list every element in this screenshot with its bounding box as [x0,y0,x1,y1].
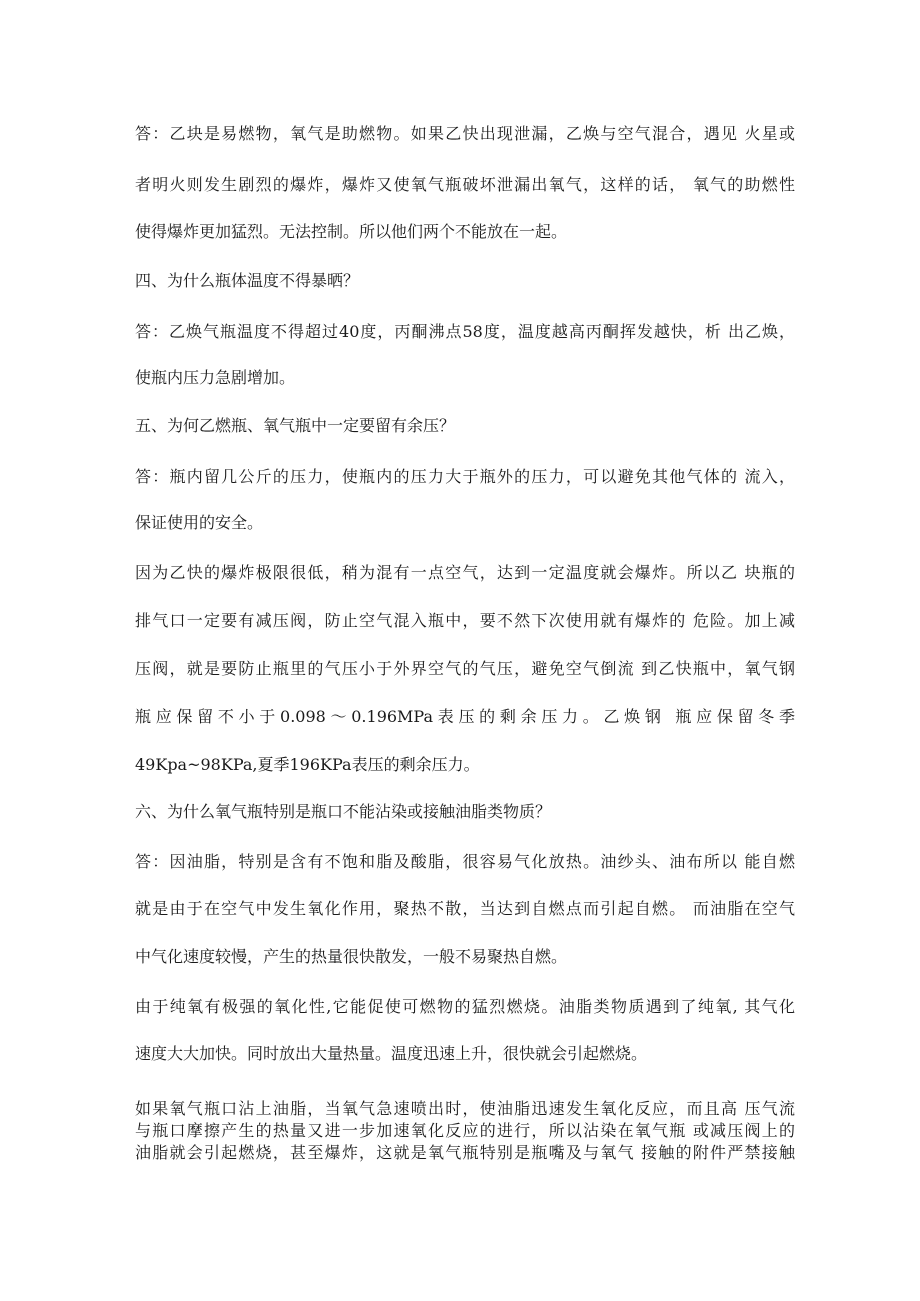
text-line: 瓶应保留不小于0.098～0.196MPa表压的剩余压力。乙焕钢 瓶应保留冬季 [135,707,795,726]
text-line: 保证使用的安全。 [135,513,264,532]
text-line: 就是由于在空气中发生氧化作用，聚热不散，当达到自燃点而引起自燃。 而油脂在空气 [135,899,795,918]
text-line: 速度大大加快。同时放出大量热量。温度迅速上升，很快就会引起燃烧。 [135,1044,648,1063]
section-heading: 五、为何乙燃瓶、氧气瓶中一定要留有余压？ [135,416,456,435]
text-line: 如果氧气瓶口沾上油脂，当氧气急速喷出时，使油脂迅速发生氧化反应，而且高 压气流 [135,1099,795,1118]
text-line: 答：因油脂，特别是含有不饱和脂及酸脂，很容易气化放热。油纱头、油布所以 能自燃 [135,852,795,871]
text-line: 者明火则发生剧烈的爆炸，爆炸又使氧气瓶破坏泄漏出氧气，这样的话， 氧气的助燃性 [135,175,795,194]
text-line: 与瓶口摩擦产生的热量又进一步加速氧化反应的进行，所以沾染在氧气瓶 或减压阀上的 [135,1121,795,1140]
text-line: 因为乙快的爆炸极限很低，稍为混有一点空气，达到一定温度就会爆炸。所以乙 块瓶的 [135,563,795,582]
text-line: 油脂就会引起燃烧，甚至爆炸，这就是氧气瓶特别是瓶嘴及与氧气 接触的附件严禁接触 [135,1143,795,1162]
section-heading: 四、为什么瓶体温度不得暴晒？ [135,271,360,290]
text-line: 答：乙块是易燃物，氧气是助燃物。如果乙快出现泄漏，乙焕与空气混合，遇见 火星或 [135,124,795,143]
text-line: 使得爆炸更加猛烈。无法控制。所以他们两个不能放在一起。 [135,222,568,241]
text-line: 使瓶内压力急剧增加。 [135,368,296,387]
text-line: 排气口一定要有减压阀，防止空气混入瓶中，要不然下次使用就有爆炸的 危险。加上减 [135,611,795,630]
text-line: 由于纯氧有极强的氧化性,它能促使可燃物的猛烈燃烧。油脂类物质遇到了纯氧, 其气化 [135,997,795,1016]
text-line: 答：乙焕气瓶温度不得超过40度，丙酮沸点58度，温度越高丙酮挥发越快，析 出乙焕， [135,322,795,341]
text-line: 中气化速度较慢，产生的热量很快散发，一般不易聚热自燃。 [135,947,568,966]
text-line: 答：瓶内留几公斤的压力，使瓶内的压力大于瓶外的压力，可以避免其他气体的 流入， [135,467,795,486]
section-heading: 六、为什么氧气瓶特别是瓶口不能沾染或接触油脂类物质？ [135,802,552,821]
text-line: 压阀，就是要防止瓶里的气压小于外界空气的气压，避免空气倒流 到乙快瓶中，氧气钢 [135,659,795,678]
text-line: 49Kpa~98KPa,夏季196KPa表压的剩余压力。 [135,755,480,774]
